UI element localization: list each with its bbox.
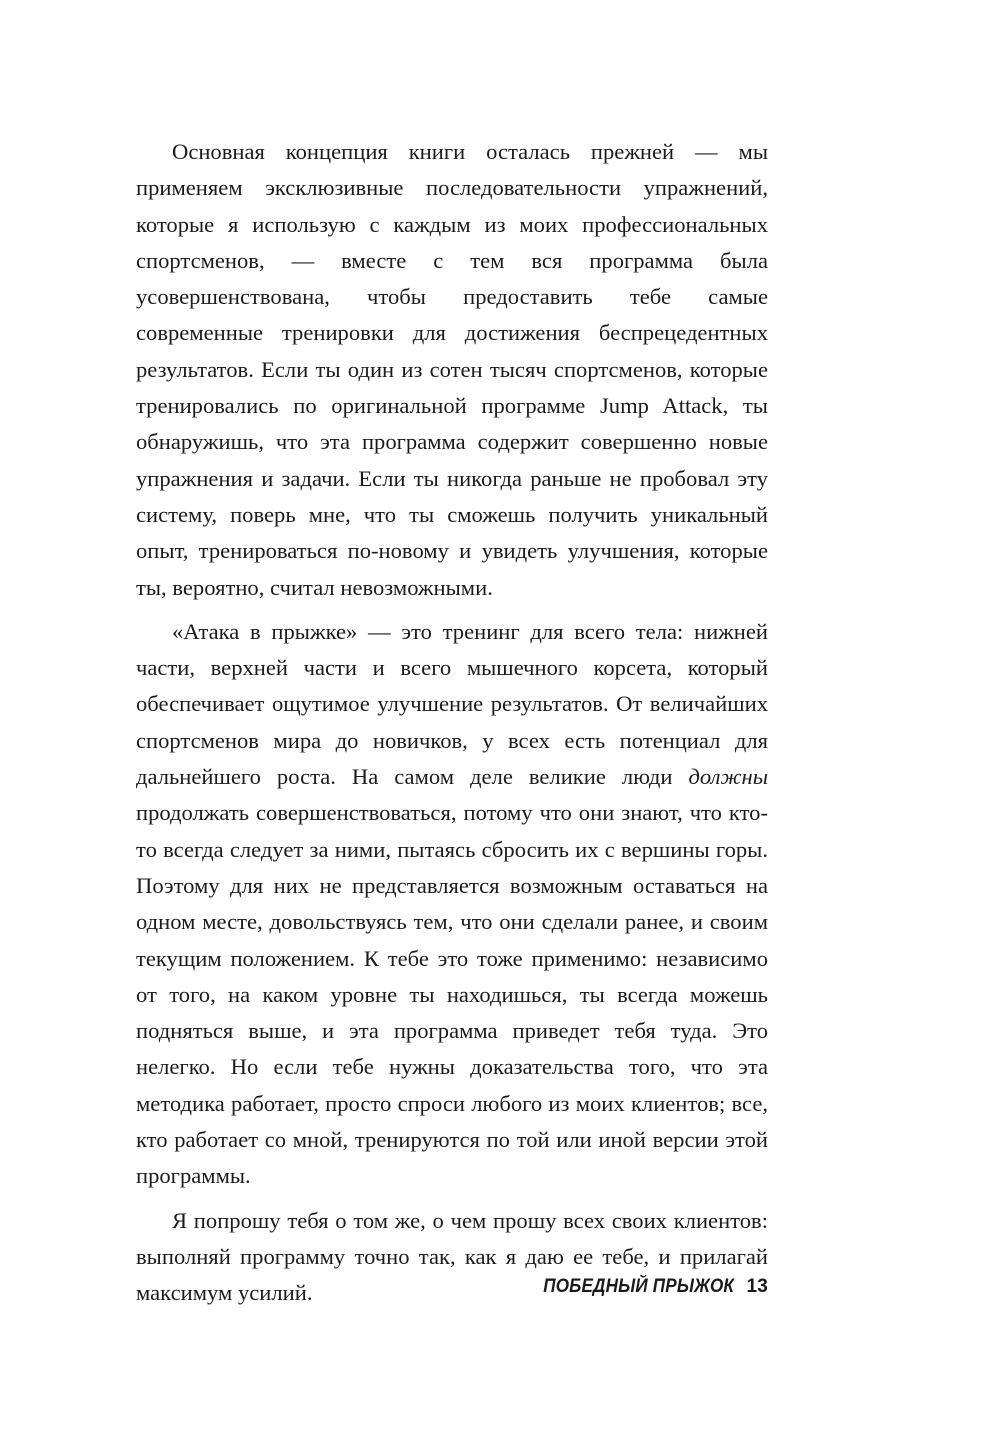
paragraph-2-text-start: «Атака в прыжке» — это тренинг для всего тела: нижней части, верхней части и всего мышечного корсета, который обеспечивает ощутимое улучшение результатов. От величайших спортсменов мира до новичков, у всех есть потенциал для дальнейшего роста. На самом деле великие люди: [136, 618, 768, 790]
paragraph-2-emphasis: должны: [688, 764, 768, 790]
paragraph-3-text: Я попрошу тебя о том же, о чем прошу всех своих клиентов: выполняй программу точно так, как я даю ее тебе, и прилагай максимум усилий.: [136, 1207, 768, 1306]
paragraph-2: [136, 614, 768, 1195]
page-footer: [522, 1276, 768, 1298]
body-text: [136, 134, 768, 1312]
running-title: ПОБЕДНЫЙ ПРЫЖОК: [543, 1276, 735, 1297]
paragraph-1-text: Основная концепция книги осталась прежней — мы применяем эксклюзивные последовательности упражнений, которые я использую с каждым из моих профессиональных спортсменов, — вместе с тем вся программа была усовершенствована, чтобы предоставить тебе самые современные тренировки для достижения беспрецедентных результатов. Если ты один из сотен тысяч спортсменов, которые тренировались по оригинальной программе Jump Attack, ты обнаружишь, что эта программа содержит совершенно новые упражнения и задачи. Если ты никогда раньше не пробовал эту систему, поверь мне, что ты сможешь получить уникальный опыт, тренироваться по-новому и увидеть улучшения, которые ты, вероятно, считал невозможными.: [136, 139, 768, 600]
paragraph-2-text-end: продолжать совершенствоваться, потому что они знают, что кто-то всегда следует за ними, пытаясь сбросить их с вершины горы. Поэтому для них не представляется возможным оставаться на одном месте, довольствуясь тем, что они сделали ранее, и своим текущим положением. К тебе это тоже применимо: независимо от того, на каком уровне ты находишься, ты всегда можешь подняться выше, и эта программа приведет тебя туда. Это нелегко. Но если тебе нужны доказательства того, что эта методика работает, просто спроси любого из моих клиентов; все, кто работает со мной, тренируются по той или иной версии этой программы.: [136, 800, 768, 1189]
paragraph-1: [136, 134, 768, 606]
page-number: 13: [746, 1276, 768, 1297]
